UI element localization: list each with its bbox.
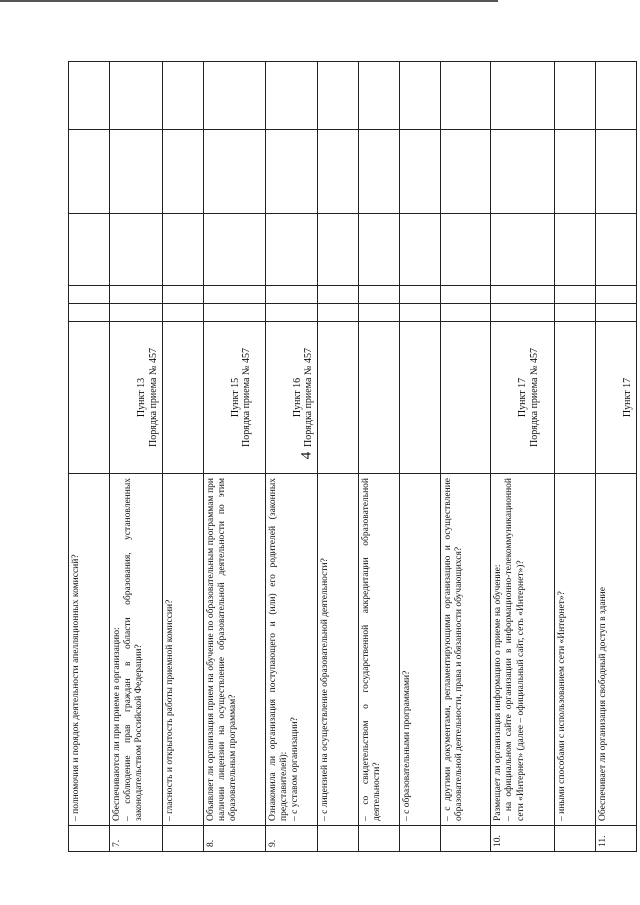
page-number: 4 xyxy=(298,451,315,460)
answer-cell xyxy=(596,214,637,286)
requirement-text: Ознакомила ли организация поступающего и (или) его родителей (законных представителей): – с уставом организации? xyxy=(265,474,318,826)
answer-cell xyxy=(441,130,491,214)
answer-cell xyxy=(400,304,441,322)
answer-cell xyxy=(491,62,555,130)
table-row xyxy=(162,62,203,852)
legal-reference xyxy=(69,322,110,474)
legal-reference: Пункт 16 Порядка приема № 457 xyxy=(265,322,318,474)
legal-reference: Пункт 17 Порядка приема № 457 xyxy=(491,322,555,474)
answer-cell xyxy=(441,286,491,304)
requirement-text: – полномочия и порядок деятельности апелляционных комиссий? xyxy=(69,474,110,826)
legal-reference: Пункт 13 Порядка приема № 457 xyxy=(110,322,163,474)
legal-reference xyxy=(359,322,400,474)
table-row xyxy=(265,62,318,852)
answer-cell xyxy=(110,286,163,304)
answer-cell xyxy=(491,130,555,214)
requirement-text: – иными способами с использованием сети «Интернет»? xyxy=(555,474,596,826)
row-number: 9. xyxy=(265,826,318,852)
answer-cell xyxy=(359,130,400,214)
answer-cell xyxy=(318,214,359,286)
row-number: 11. xyxy=(596,826,637,852)
table-row xyxy=(596,62,637,852)
answer-cell xyxy=(555,304,596,322)
answer-cell xyxy=(265,286,318,304)
answer-cell xyxy=(110,304,163,322)
answer-cell xyxy=(400,214,441,286)
answer-cell xyxy=(555,62,596,130)
answer-cell xyxy=(555,214,596,286)
answer-cell xyxy=(491,214,555,286)
answer-cell xyxy=(162,214,203,286)
answer-cell xyxy=(162,286,203,304)
answer-cell xyxy=(203,286,265,304)
answer-cell xyxy=(555,130,596,214)
row-number xyxy=(555,826,596,852)
answer-cell xyxy=(400,286,441,304)
answer-cell xyxy=(265,130,318,214)
legal-reference: Пункт 15 Порядка приема № 457 xyxy=(203,322,265,474)
answer-cell xyxy=(318,286,359,304)
row-number xyxy=(69,826,110,852)
answer-cell xyxy=(318,130,359,214)
table-row xyxy=(359,62,400,852)
row-number: 7. xyxy=(110,826,163,852)
requirement-text: Обеспечивает ли организация свободный доступ в здание xyxy=(596,474,637,826)
requirement-text: Размещает ли организация информацию о приеме на обучение: – на официальном сайте организации в информационно-телекоммуникационной сети «Интернет» (далее – официальный сайт, сеть «Интернет»)? xyxy=(491,474,555,826)
checklist-table xyxy=(68,61,637,852)
row-number: 8. xyxy=(203,826,265,852)
table-row xyxy=(318,62,359,852)
answer-cell xyxy=(110,130,163,214)
table-row xyxy=(400,62,441,852)
answer-cell xyxy=(162,130,203,214)
row-number: 10. xyxy=(491,826,555,852)
row-number xyxy=(318,826,359,852)
answer-cell xyxy=(203,214,265,286)
table-row xyxy=(110,62,163,852)
answer-cell xyxy=(203,130,265,214)
answer-cell xyxy=(69,130,110,214)
legal-reference: Пункт 17 xyxy=(596,322,637,474)
answer-cell xyxy=(359,304,400,322)
legal-reference xyxy=(318,322,359,474)
answer-cell xyxy=(265,304,318,322)
table-body xyxy=(69,62,637,852)
requirement-text: Объявляет ли организация прием на обучение по образовательным программам при наличии лицензии на осуществление образовательной деятельности по этим образовательным программам? xyxy=(203,474,265,826)
answer-cell xyxy=(491,286,555,304)
answer-cell xyxy=(400,130,441,214)
answer-cell xyxy=(203,62,265,130)
table-row xyxy=(69,62,110,852)
requirement-text: – гласность и открытость работы приемной комиссии? xyxy=(162,474,203,826)
row-number xyxy=(162,826,203,852)
answer-cell xyxy=(69,214,110,286)
answer-cell xyxy=(318,62,359,130)
requirement-text: – с образовательными программами? xyxy=(400,474,441,826)
table-row xyxy=(441,62,491,852)
answer-cell xyxy=(69,304,110,322)
legal-reference xyxy=(400,322,441,474)
row-number xyxy=(359,826,400,852)
answer-cell xyxy=(400,62,441,130)
row-number xyxy=(400,826,441,852)
requirement-text: – со свидетельством о государственной аккредитации образовательной деятельности? xyxy=(359,474,400,826)
answer-cell xyxy=(359,286,400,304)
answer-cell xyxy=(441,304,491,322)
answer-cell xyxy=(69,286,110,304)
legal-reference xyxy=(162,322,203,474)
answer-cell xyxy=(491,304,555,322)
answer-cell xyxy=(162,62,203,130)
requirement-text: Обеспечиваются ли при приеме в организацию: – соблюдение прав граждан в области образования, установленных законодательством Российской Федерации? xyxy=(110,474,163,826)
answer-cell xyxy=(359,214,400,286)
answer-cell xyxy=(596,130,637,214)
legal-reference xyxy=(441,322,491,474)
answer-cell xyxy=(110,214,163,286)
answer-cell xyxy=(203,304,265,322)
top-rule xyxy=(0,0,498,2)
answer-cell xyxy=(441,214,491,286)
answer-cell xyxy=(596,62,637,130)
answer-cell xyxy=(318,304,359,322)
requirement-text: – с лицензией на осуществление образовательной деятельности? xyxy=(318,474,359,826)
answer-cell xyxy=(265,214,318,286)
table-row xyxy=(491,62,555,852)
answer-cell xyxy=(596,304,637,322)
answer-cell xyxy=(359,62,400,130)
table-row xyxy=(203,62,265,852)
legal-reference xyxy=(555,322,596,474)
answer-cell xyxy=(162,304,203,322)
answer-cell xyxy=(441,62,491,130)
row-number xyxy=(441,826,491,852)
answer-cell xyxy=(555,286,596,304)
answer-cell xyxy=(265,62,318,130)
answer-cell xyxy=(596,286,637,304)
table-row xyxy=(555,62,596,852)
answer-cell xyxy=(110,62,163,130)
requirement-text: – с другими документами, регламентирующими организацию и осуществление образовательной деятельности, права и обязанности обучающихся? xyxy=(441,474,491,826)
answer-cell xyxy=(69,62,110,130)
checklist-table-rotated xyxy=(68,62,634,852)
